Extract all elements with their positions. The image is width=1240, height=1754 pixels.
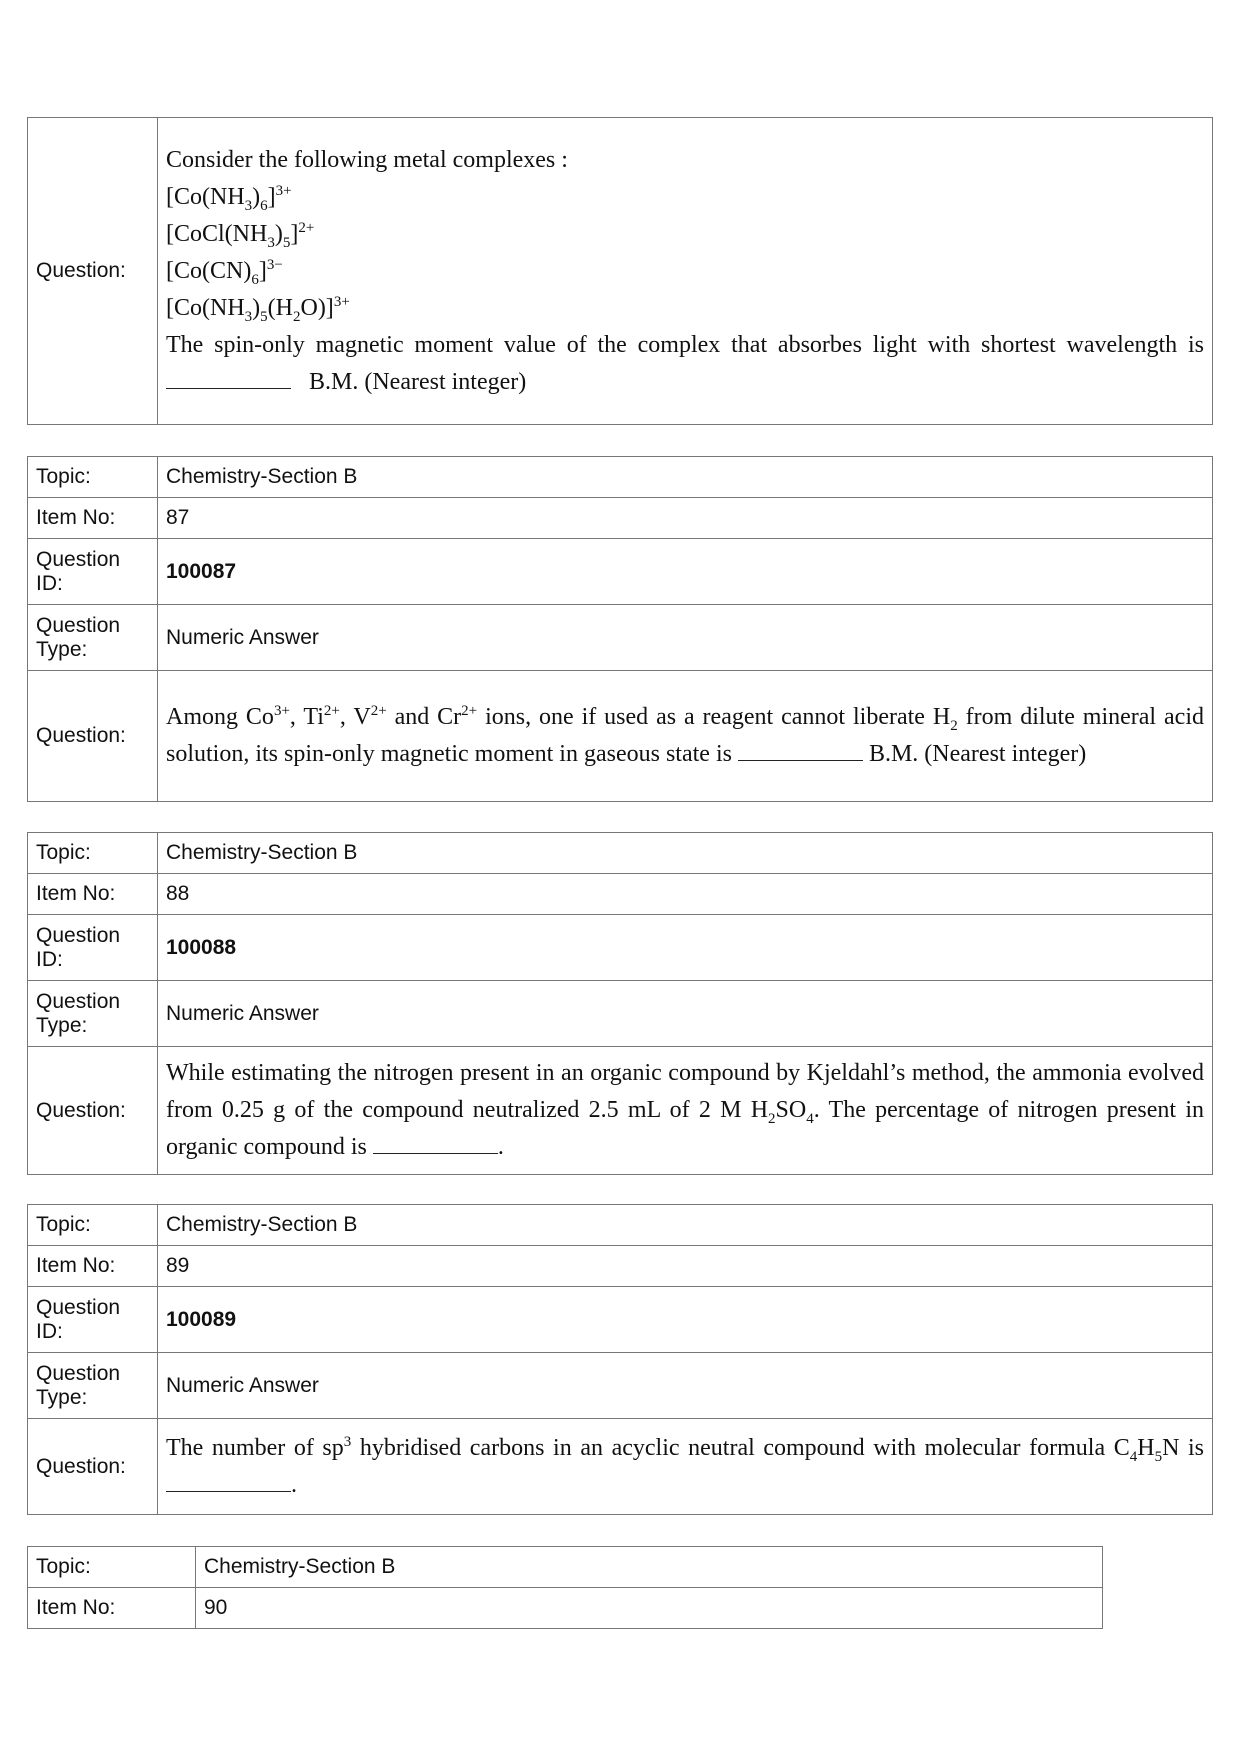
item-90-table — [27, 1546, 1103, 1629]
item-no-label: Item No: — [28, 498, 158, 539]
topic-value: Chemistry-Section B — [158, 833, 1213, 874]
complex-1: $[Co(NH_3)_6]^{3+}$ — [166, 182, 292, 214]
item-no-value: 88 — [158, 874, 1213, 915]
question-86-table — [27, 117, 1213, 425]
question-id-value: 100087 — [158, 539, 1213, 605]
item-no-value: 87 — [158, 498, 1213, 539]
question-86-text: Consider the following metal complexes : $[Co(NH_3)_6]^{3+}$ $[CoCl(NH_3)_5]^{2+}$ $[Co(CN)_6]^{3-}$ $[Co(NH_3)_5(H_2O)]^{3+}$ The spin-only magnetic moment value of the complex that absorbes light with shortest wavelength is B.M. (Nearest integer) — [158, 118, 1213, 425]
topic-label: Topic: — [28, 1547, 196, 1588]
question-88-text: While estimating the nitrogen present in an organic compound by Kjeldahl’s method, the ammonia evolved from 0.25 g of the compound neutralized 2.5 mL of 2 M $H_2SO_4$. The percentage of nitrogen present in organic compound is . — [158, 1047, 1213, 1175]
item-88-table — [27, 832, 1213, 1175]
question-type-label: Question Type: — [28, 981, 158, 1047]
answer-blank — [166, 366, 291, 389]
question-label: Question: — [28, 1419, 158, 1515]
question-87-text: Among $Co^{3+}$, $Ti^{2+}$, $V^{2+}$ and $Cr^{2+}$ ions, one if used as a reagent cannot liberate $H_2$ from dilute mineral acid solution, its spin-only magnetic moment in gaseous state is B.M. (Nearest integer) — [158, 671, 1213, 802]
topic-label: Topic: — [28, 1205, 158, 1246]
question-id-value: 100089 — [158, 1287, 1213, 1353]
topic-label: Topic: — [28, 833, 158, 874]
question-type-value: Numeric Answer — [158, 1353, 1213, 1419]
answer-blank — [166, 1469, 291, 1492]
question-type-value: Numeric Answer — [158, 605, 1213, 671]
question-id-label: Question ID: — [28, 539, 158, 605]
item-87-table — [27, 456, 1213, 802]
item-no-value: 90 — [196, 1588, 1103, 1629]
question-type-label: Question Type: — [28, 605, 158, 671]
topic-value: Chemistry-Section B — [158, 1205, 1213, 1246]
question-label: Question: — [28, 118, 158, 425]
question-id-value: 100088 — [158, 915, 1213, 981]
question-label: Question: — [28, 671, 158, 802]
answer-blank — [738, 738, 863, 761]
topic-value: Chemistry-Section B — [196, 1547, 1103, 1588]
answer-blank — [373, 1131, 498, 1154]
complex-2: $[CoCl(NH_3)_5]^{2+}$ — [166, 219, 315, 251]
question-89-text: The number of $sp^3$ hybridised carbons in an acyclic neutral compound with molecular formula $C_4H_5N$ is . — [158, 1419, 1213, 1515]
complex-3: $[Co(CN)_6]^{3-}$ — [166, 256, 283, 288]
topic-value: Chemistry-Section B — [158, 457, 1213, 498]
topic-label: Topic: — [28, 457, 158, 498]
question-label: Question: — [28, 1047, 158, 1175]
item-no-label: Item No: — [28, 1588, 196, 1629]
question-id-label: Question ID: — [28, 915, 158, 981]
item-89-table — [27, 1204, 1213, 1515]
item-no-label: Item No: — [28, 874, 158, 915]
item-no-value: 89 — [158, 1246, 1213, 1287]
question-type-value: Numeric Answer — [158, 981, 1213, 1047]
question-id-label: Question ID: — [28, 1287, 158, 1353]
item-no-label: Item No: — [28, 1246, 158, 1287]
question-type-label: Question Type: — [28, 1353, 158, 1419]
complex-4: $[Co(NH_3)_5(H_2O)]^{3+}$ — [166, 293, 350, 325]
